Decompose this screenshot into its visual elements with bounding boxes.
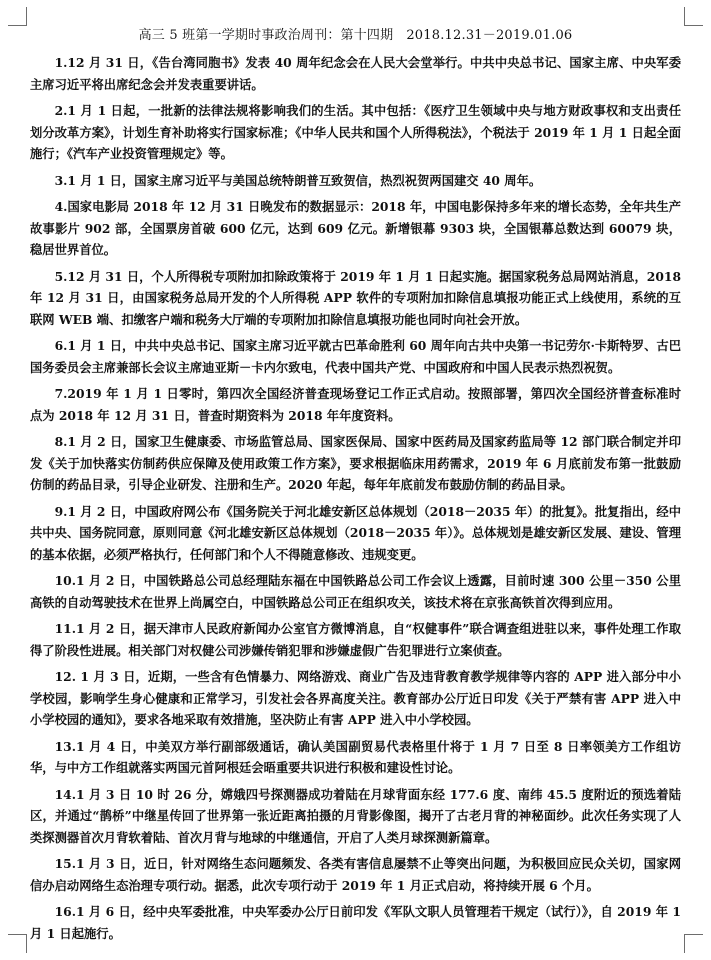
crop-mark-bottom-left [8,934,27,953]
news-item: 2.1 月 1 日起，一批新的法律法规将影响我们的生活。其中包括：《医疗卫生领域中央与地方财政事权和支出责任划分改革方案》，计划生育补助将实行国家标准；《中华人民共和国个人所得税法》，个税法于 2019 年 1 月 1 日起全面施行；《汽车产业投资管理规定》等。 [30,103,681,161]
news-item: 14.1 月 3 日 10 时 26 分，嫦娥四号探测器成功着陆在月球背面东经 177.6 度、南纬 45.5 度附近的预选着陆区，并通过“鹊桥”中继星传回了世界第一张近距离拍摄的月背影像图，揭开了古老月背的神秘面纱。此次任务实现了人类探测器首次月背软着陆、首次月背与地球的中继通信，开启了人类月球探测新篇章。 [30,786,681,845]
crop-mark-bottom-right [684,934,703,953]
news-item: 3.1 月 1 日，国家主席习近平与美国总统特朗普互致贺信，热烈祝贺两国建交 40 周年。 [54,172,542,188]
news-item: 12. 1 月 3 日，近期，一些含有色情暴力、网络游戏、商业广告及违背教育教学规律等内容的 APP 进入部分中小学校园，影响学生身心健康和正常学习，引发社会各界高度关注。教育部办公厅近日印发《关于严禁有害 APP 进入中小学校园的通知》，要求各地采取有效措施，坚决防止有害 APP 进入中小学校园。 [30,669,681,727]
news-item: 8.1 月 2 日，国家卫生健康委、市场监管总局、国家医保局、国家中医药局及国家药监局等 12 部门联合制定并印发《关于加快落实仿制药供应保障及使用政策工作方案》，要求根据临床用药需求，2019 年 6 月底前发布第一批鼓励仿制的药品目录，引导企业研发、注册和生产。2020 年起，每年年底前发布鼓励仿制的药品目录。 [30,434,681,492]
news-item: 7.2019 年 1 月 1 日零时，第四次全国经济普查现场登记工作正式启动。按照部署，第四次全国经济普查标准时点为 2018 年 12 月 31 日，普查时期资料为 2018 年年度资料。 [30,386,681,423]
news-item: 13.1 月 4 日，中美双方举行副部级通话，确认美国副贸易代表格里什将于 1 月 7 日至 8 日率领美方工作组访华，与中方工作组就落实两国元首阿根廷会晤重要共识进行积极和建设性讨论。 [30,738,681,775]
news-item: 15.1 月 3 日，近日，针对网络生态问题频发、各类有害信息屡禁不止等突出问题，为积极回应民众关切，国家网信办启动网络生态治理专项行动。据悉，此次专项行动于 2019 年 1 月正式启动，将持续开展 6 个月。 [30,856,681,893]
document-title: 高三 5 班第一学期时事政治周刊：第十四期 2018.12.31－2019.01.06 [138,28,573,43]
news-item-list [30,52,681,944]
news-item: 9.1 月 2 日，中国政府网公布《国务院关于河北雄安新区总体规划（2018－2035 年）的批复》。批复指出，经中共中央、国务院同意，原则同意《河北雄安新区总体规划（2018－2035 年）》。总体规划是雄安新区发展、建设、管理的基本依据，必须严格执行，任何部门和个人不得随意修改、违规变更。 [30,503,681,562]
news-item: 5.12 月 31 日，个人所得税专项附加扣除政策将于 2019 年 1 月 1 日起实施。据国家税务总局网站消息，2018 年 12 月 31 日，由国家税务总局开发的个人所得税 APP 软件的专项附加扣除信息填报功能正式上线使用，系统的互联网 WEB 端、扣缴客户端和税务大厅端的专项附加扣除信息填报功能也同时向社会开放。 [30,268,681,327]
crop-mark-top-right [684,7,703,26]
news-item: 6.1 月 1 日，中共中央总书记、国家主席习近平就古巴革命胜利 60 周年向古共中央第一书记劳尔·卡斯特罗、古巴国务委员会主席兼部长会议主席迪亚斯－卡内尔致电，代表中国共产党、中国政府和中国人民表示热烈祝贺。 [30,338,681,375]
news-item: 10.1 月 2 日，中国铁路总公司总经理陆东福在中国铁路总公司工作会议上透露，目前时速 300 公里－350 公里高铁的自动驾驶技术在世界上尚属空白，中国铁路总公司正在组织攻关，该技术将在京张高铁首次得到应用。 [30,573,681,610]
news-item: 1.12 月 31 日，《告台湾同胞书》发表 40 周年纪念会在人民大会堂举行。中共中央总书记、国家主席、中央军委主席习近平将出席纪念会并发表重要讲话。 [30,55,681,92]
crop-mark-top-left [8,7,27,26]
news-item: 16.1 月 6 日，经中央军委批准，中央军委办公厅日前印发《军队文职人员管理若干规定（试行）》，自 2019 年 1 月 1 日起施行。 [30,904,681,941]
news-item: 11.1 月 2 日，据天津市人民政府新闻办公室官方微博消息，自“权健事件”联合调查组进驻以来，事件处理工作取得了阶段性进展。相关部门对权健公司涉嫌传销犯罪和涉嫌虚假广告犯罪进行立案侦查。 [30,621,681,658]
news-item: 4.国家电影局 2018 年 12 月 31 日晚发布的数据显示：2018 年，中国电影保持多年来的增长态势，全年共生产故事影片 902 部，全国票房首破 600 亿元，达到 609 亿元。新增银幕 9303 块，全国银幕总数达到 60079 块，稳居世界首位。 [30,199,681,257]
